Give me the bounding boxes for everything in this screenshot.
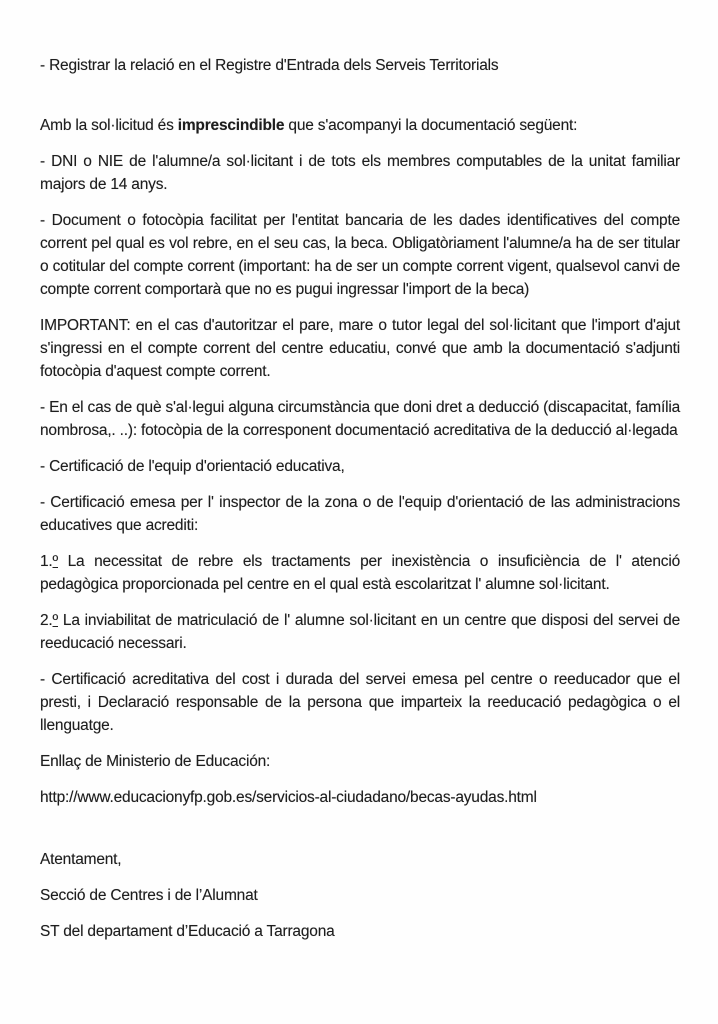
paragraph-compte-corrent: - Document o fotocòpia facilitat per l'entitat bancaria de les dades identificatives del compte corrent pel qual es vol rebre, en el seu cas, la beca. Obligatòriament l'alumne/a ha de ser titular o cotitular del compte corrent (important: ha de ser un compte corrent vigent, qualsevol canvi de compte corrent comportarà que no es pugui ingressar l'import de la beca) [40,212,680,298]
paragraph-important: IMPORTANT: en el cas d'autoritzar el pare, mare o tutor legal del sol·licitant que l'import d'ajut s'ingressi en el compte corrent del centre educatiu, convé que amb la documentació s'adjunti fotocòpia d'aquest compte corrent. [40,317,680,380]
paragraph-st-departament: ST del departament d’Educació a Tarragona [40,923,335,940]
paragraph-seccio-centres: Secció de Centres i de l’Alumnat [40,887,258,904]
intro-text-bold-imprescindible: imprescindible [177,117,285,134]
paragraph-certificacio-cost: - Certificació acreditativa del cost i durada del servei emesa pel centre o reeducador que el presti, i Declaració responsable de la persona que imparteix la reeducació pedagògica o el llenguatge. [40,671,680,734]
paragraph-certificacio-inspector: - Certificació emesa per l' inspector de la zona o de l'equip d'orientació de las administracions educatives que acrediti: [40,494,680,534]
punt-2-text: La inviabilitat de matriculació de l' alumne sol·licitant en un centre que disposi del servei de reeducació necessari. [40,612,680,652]
paragraph-atentament: Atentament, [40,851,122,868]
paragraph-registrar: - Registrar la relació en el Registre d'Entrada dels Serveis Territorials [40,57,499,74]
paragraph-certificacio-equip: - Certificació de l'equip d'orientació educativa, [40,458,345,475]
punt-1-ordinal: º [52,553,58,570]
paragraph-dni-nie: - DNI o NIE de l'alumne/a sol·licitant i de tots els membres computables de la unitat familiar majors de 14 anys. [40,153,680,193]
paragraph-intro [40,114,680,137]
punt-2-number: 2. [40,612,53,629]
paragraph-enllac-label: Enllaç de Ministerio de Educación: [40,753,271,770]
intro-text-post: que s'acompanyi la documentació següent: [284,117,578,134]
punt-1-number: 1. [40,553,53,570]
paragraph-ministerio-url: http://www.educacionyfp.gob.es/servicios-al-ciudadano/becas-ayudas.html [40,789,537,806]
paragraph-punt-2 [40,609,680,655]
paragraph-punt-1 [40,550,680,596]
punt-1-text: La necessitat de rebre els tractaments per inexistència o insuficiència de l' atenció pedagògica proporcionada pel centre en el qual està escolaritzat l' alumne sol·licitant. [40,553,680,593]
paragraph-deduccio: - En el cas de què s'al·legui alguna circumstància que doni dret a deducció (discapacitat, família nombrosa,. ..): fotocòpia de la corresponent documentació acreditativa de la deducció al·legada [40,399,680,439]
punt-2-ordinal: º [52,612,58,629]
intro-text-pre: Amb la sol·licitud és [40,117,178,134]
